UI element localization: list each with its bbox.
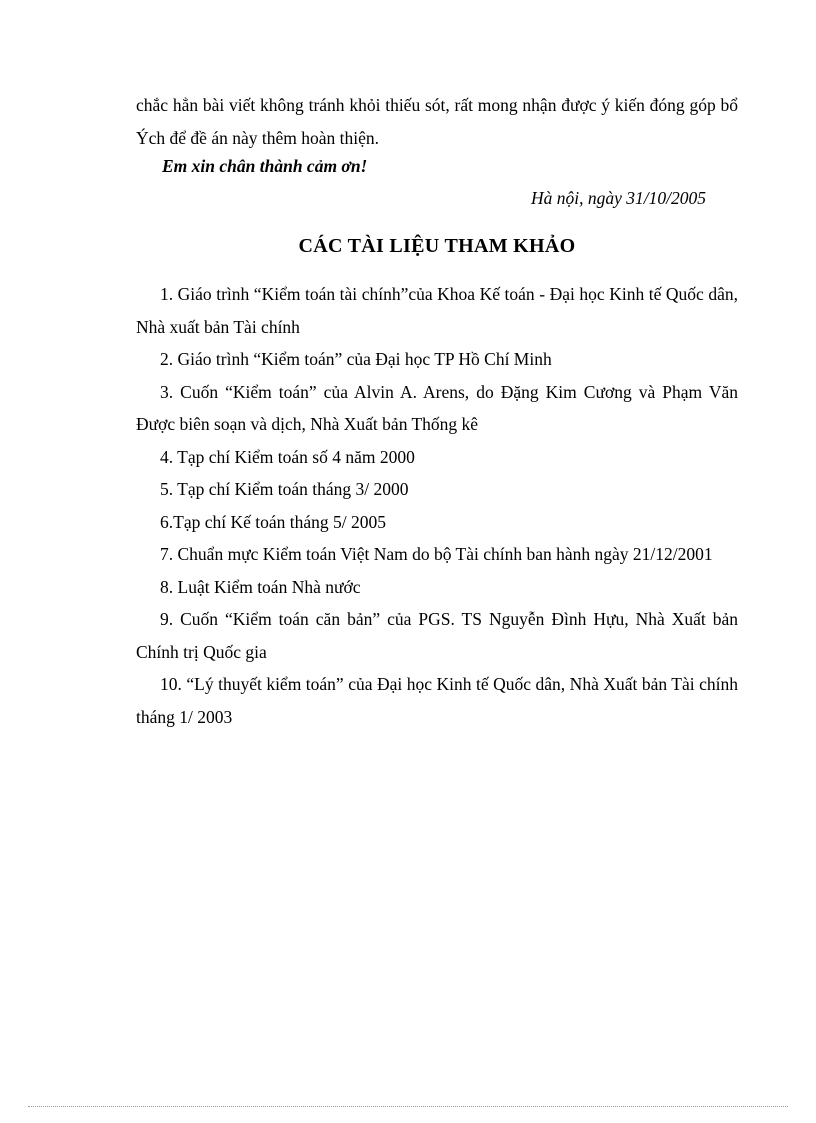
reference-item: 6.Tạp chí Kế toán tháng 5/ 2005 [160, 511, 386, 532]
reference-item: 5. Tạp chí Kiểm toán tháng 3/ 2000 [160, 479, 409, 499]
thanks-line: Em xin chân thành cảm ơn! [162, 156, 368, 176]
closing-paragraph: chắc hẳn bài viết không tránh khỏi thiếu sót, rất mong nhận được ý kiến đóng góp bổ Ých để đề án này thêm hoàn thiện. [136, 95, 738, 148]
reference-item: 1. Giáo trình “Kiểm toán tài chính”của Khoa Kế toán - Đại học Kinh tế Quốc dân, Nhà xuất bản Tài chính [136, 284, 738, 337]
reference-item: 4. Tạp chí Kiểm toán số 4 năm 2000 [160, 446, 415, 467]
place-date: Hà nội, ngày 31/10/2005 [531, 188, 706, 208]
reference-item: 7. Chuẩn mực Kiểm toán Việt Nam do bộ Tài chính ban hành ngày 21/12/2001 [160, 544, 713, 564]
footer-divider [28, 1106, 788, 1107]
references-title: CÁC TÀI LIỆU THAM KHẢO [298, 235, 576, 257]
references-list [136, 278, 738, 733]
reference-item: 2. Giáo trình “Kiểm toán” của Đại học TP Hồ Chí Minh [160, 349, 552, 369]
reference-item: 8. Luật Kiểm toán Nhà nước [160, 576, 361, 597]
reference-item: 10. “Lý thuyết kiểm toán” của Đại học Kinh tế Quốc dân, Nhà Xuất bản Tài chính tháng 1/ 2003 [136, 674, 738, 727]
reference-item: 9. Cuốn “Kiểm toán căn bản” của PGS. TS Nguyễn Đình Hựu, Nhà Xuất bản Chính trị Quốc gia [136, 609, 738, 662]
reference-item: 3. Cuốn “Kiểm toán” của Alvin A. Arens, do Đặng Kim Cương và Phạm Văn Được biên soạn và dịch, Nhà Xuất bản Thống kê [136, 381, 738, 434]
